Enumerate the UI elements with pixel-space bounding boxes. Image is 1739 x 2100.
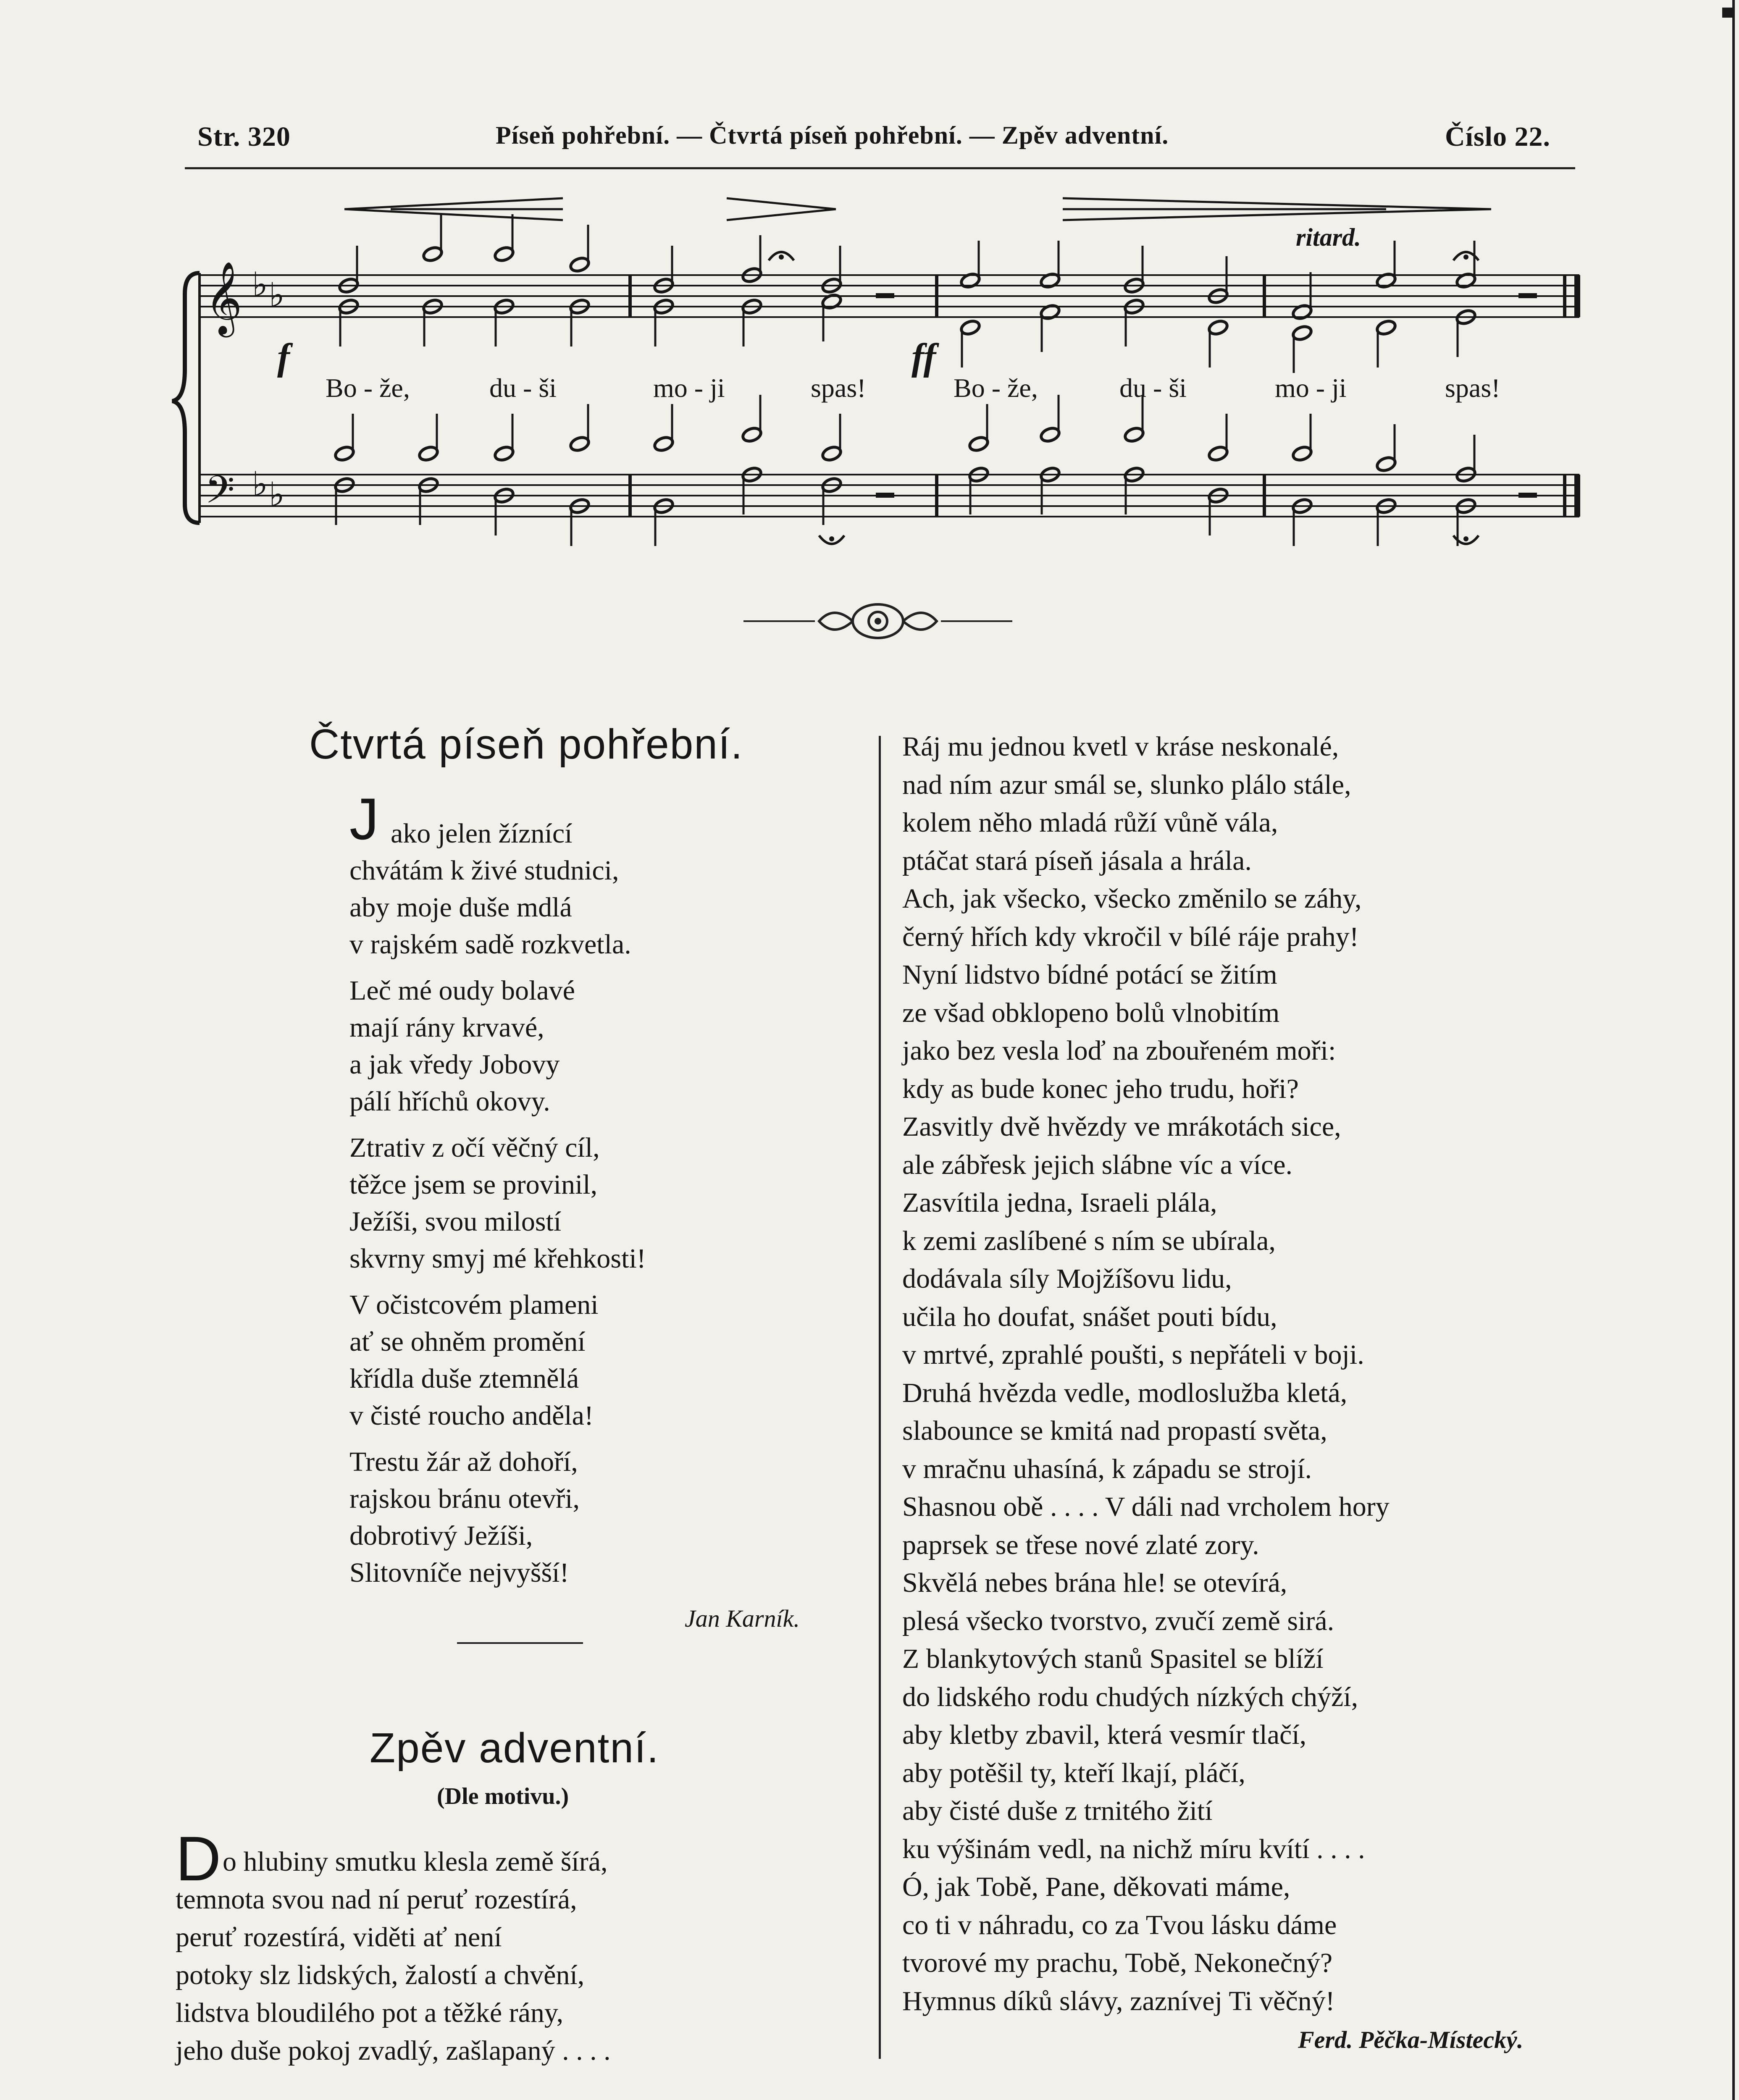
system-brace xyxy=(172,273,200,523)
verse-line: kolem něho mladá růží vůně vála, xyxy=(902,807,1278,838)
verse-line: rajskou bránu otevři, xyxy=(349,1483,580,1514)
verse-line: lidstva bloudilého pot a těžké rány, xyxy=(176,1998,564,2028)
verse-line: co ti v náhradu, co za Tvou lásku dáme xyxy=(902,1909,1337,1940)
running-header: Píseň pohřební. — Čtvrtá píseň pohřební. — Zpěv adventní. xyxy=(496,121,1169,149)
verse-line: jeho duše pokoj zvadlý, zašlapaný . . . . xyxy=(176,2035,611,2066)
dynamic-forte: f xyxy=(277,336,290,378)
ritard-marking: ritard. xyxy=(1296,223,1361,251)
verse-line: potoky slz lidských, žalostí a chvění, xyxy=(176,1960,585,1990)
verse-line: Z blankytových stanů Spasitel se blíží xyxy=(902,1643,1324,1674)
verse-line: ptáčat stará píseň jásala a hrála. xyxy=(902,845,1252,876)
verse-line: do lidského rodu chudých nízkých chýží, xyxy=(902,1681,1358,1712)
verse-line: aby potěšil ty, kteří lkají, pláčí, xyxy=(902,1757,1245,1788)
lyric-syllable: du - ši xyxy=(1119,373,1187,403)
verse-line: paprsek se třese nové zlaté zory. xyxy=(902,1529,1259,1560)
flat-icon: ♭ xyxy=(269,475,285,514)
verse-line: v rajském sadě rozkvetla. xyxy=(349,929,631,960)
poem-subtitle: (Dle motivu.) xyxy=(437,1783,569,1809)
verse-line: a jak vředy Jobovy xyxy=(349,1049,560,1080)
flat-icon: ♭ xyxy=(252,465,268,504)
verse-line: Druhá hvězda vedle, modloslužba kletá, xyxy=(902,1377,1348,1408)
verse-line: tvorové my prachu, Tobě, Nekonečný? xyxy=(902,1948,1333,1978)
verse-line: ako jelen žíznící xyxy=(391,818,573,849)
verse-line: v mračnu uhasíná, k západu se strojí. xyxy=(902,1453,1312,1484)
verse-line: Zasvítila jedna, Israeli plála, xyxy=(902,1187,1217,1218)
poem-title: Zpěv adventní. xyxy=(370,1725,659,1772)
verse-line: Leč mé oudy bolavé xyxy=(349,975,575,1006)
verse-line: o hlubiny smutku klesla země šírá, xyxy=(223,1846,608,1877)
drop-cap: D xyxy=(176,1823,221,1894)
verse-line: ku výšinám vedl, na nichž míru kvítí . . . . xyxy=(902,1833,1365,1864)
verse-line: Trestu žár až dohoří, xyxy=(349,1446,578,1477)
verse-line: v mrtvé, zprahlé poušti, s nepřáteli v boji. xyxy=(902,1339,1364,1370)
verse-line: dobrotivý Ježíši, xyxy=(349,1520,533,1551)
verse-line: mají rány krvavé, xyxy=(349,1012,544,1043)
verse-line: křídla duše ztemnělá xyxy=(349,1363,579,1394)
verse-line: Skvělá nebes brána hle! se otevírá, xyxy=(902,1567,1287,1598)
poem-author: Ferd. Pěčka-Místecký. xyxy=(1298,2026,1524,2053)
lyric-syllable: du - ši xyxy=(489,373,557,403)
verse-line: nad ním azur smál se, slunko plálo stále, xyxy=(902,769,1351,800)
section-rule xyxy=(457,1642,583,1644)
decrescendo-hairpin xyxy=(727,198,836,220)
poem-author: Jan Karník. xyxy=(685,1605,800,1632)
verse-line: V očistcovém plameni xyxy=(349,1289,599,1320)
bass-notes xyxy=(334,395,1477,546)
flat-icon: ♭ xyxy=(269,276,285,315)
verse-line: učila ho doufat, snášet pouti bídu, xyxy=(902,1301,1277,1332)
verse-line: Shasnou obě . . . . V dáli nad vrcholem hory xyxy=(902,1491,1390,1522)
lyric-syllable: Bo - že, xyxy=(954,373,1038,403)
verse-line: aby moje duše mdlá xyxy=(349,892,572,923)
issue-number: Číslo 22. xyxy=(1445,121,1551,152)
verse-line: těžce jsem se provinil, xyxy=(349,1169,598,1200)
verse-line: slabounce se kmitá nad propastí světa, xyxy=(902,1415,1327,1446)
verse-line: k zemi zaslíbené s ním se ubírala, xyxy=(902,1225,1276,1256)
flat-icon: ♭ xyxy=(252,265,268,304)
verse-line: aby čisté duše z trnitého žití xyxy=(902,1796,1213,1826)
verse-line: Hymnus díků slávy, zaznívej Ti věčný! xyxy=(902,1985,1335,2016)
verse-line: ať se ohněm promění xyxy=(349,1326,586,1357)
lyric-syllable: spas! xyxy=(1445,373,1500,403)
dynamic-fortissimo: ff xyxy=(912,336,936,378)
verse-line: plesá všecko tvorstvo, zvučí země sirá. xyxy=(902,1605,1334,1636)
page-number: Str. 320 xyxy=(197,121,291,152)
decrescendo-hairpin-2 xyxy=(1063,198,1491,220)
verse-line: aby kletby zbavil, která vesmír tlačí, xyxy=(902,1719,1307,1750)
column-rule xyxy=(879,736,881,2059)
verse-line: Slitovníče nejvyšší! xyxy=(349,1557,569,1588)
lyric-syllable: mo - ji xyxy=(653,373,725,403)
verse-line: Ježíši, svou milostí xyxy=(349,1206,562,1237)
music-score xyxy=(0,0,1739,588)
verse-line: chvátám k živé studnici, xyxy=(349,855,619,886)
verse-line: v čisté roucho anděla! xyxy=(349,1400,594,1431)
verse-line: Ztrativ z očí věčný cíl, xyxy=(349,1132,600,1163)
verse-line: Zasvitly dvě hvězdy ve mrákotách sice, xyxy=(902,1111,1341,1142)
verse-line: pálí hříchů okovy. xyxy=(349,1086,550,1117)
bass-clef-icon: 𝄢 xyxy=(205,467,235,521)
ornament-divider xyxy=(743,598,1012,644)
lyric-syllable: mo - ji xyxy=(1275,373,1347,403)
verse-line: černý hřích kdy vkročil v bílé ráje prahy! xyxy=(902,921,1359,952)
verse-line: Ach, jak všecko, všecko změnilo se záhy, xyxy=(902,883,1362,914)
verse-line: jako bez vesla loď na zbouřeném moři: xyxy=(902,1035,1336,1066)
verse-line: Nyní lidstvo bídné potácí se žitím xyxy=(902,959,1277,990)
verse-line: dodávala síly Mojžíšovu lidu, xyxy=(902,1263,1232,1294)
verse-line: temnota svou nad ní peruť rozestírá, xyxy=(176,1884,577,1915)
barlines xyxy=(630,275,1577,517)
verse-line: kdy as bude konec jeho trudu, hoři? xyxy=(902,1073,1299,1104)
poem-title: Čtvrtá píseň pohřební. xyxy=(309,721,743,768)
treble-clef-icon: 𝄞 xyxy=(205,261,242,334)
lyric-syllable: Bo - že, xyxy=(326,373,410,403)
verse-line: ale zábřesk jejich slábne víc a více. xyxy=(902,1149,1293,1180)
drop-cap: J xyxy=(349,786,379,852)
crescendo-hairpin xyxy=(344,198,563,220)
verse-line: ze všad obklopeno bolů vlnobitím xyxy=(902,997,1280,1028)
verse-line: skvrny smyj mé křehkosti! xyxy=(349,1243,646,1274)
verse-line: Ráj mu jednou kvetl v kráse neskonalé, xyxy=(902,731,1339,762)
verse-line: peruť rozestírá, viděti ať není xyxy=(176,1922,502,1953)
verse-line: Ó, jak Tobě, Pane, děkovati máme, xyxy=(902,1872,1290,1902)
lyric-syllable: spas! xyxy=(811,373,866,403)
